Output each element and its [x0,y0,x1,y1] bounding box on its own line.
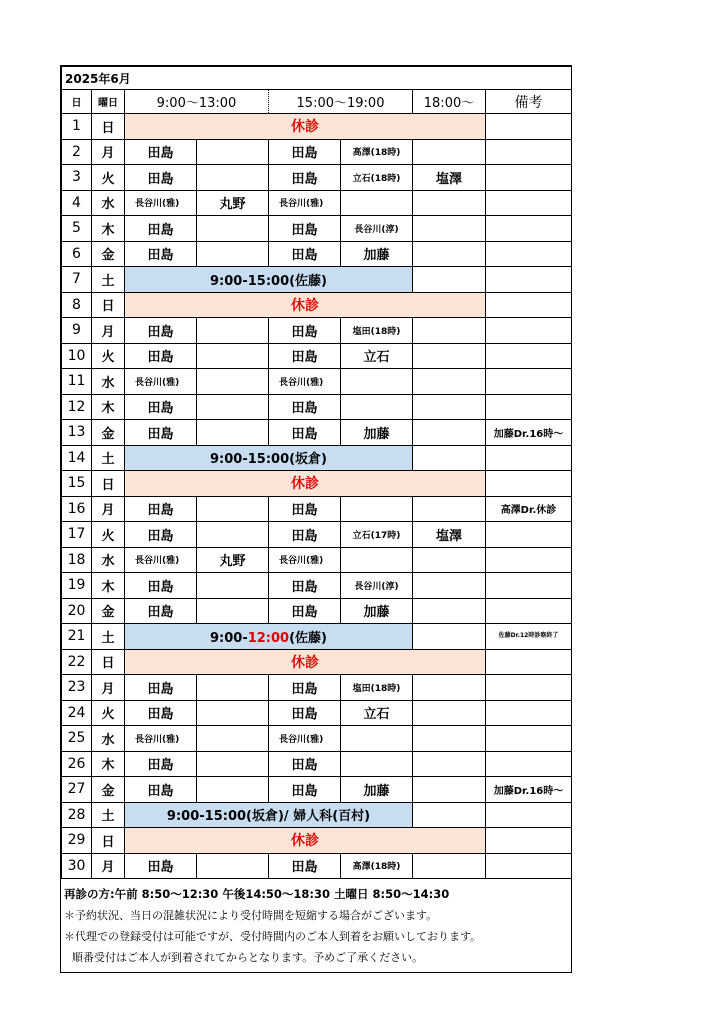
header-morning: 9:00〜13:00 [125,90,269,114]
afternoon-doctor-1: 田島 [269,139,341,165]
day-number: 19 [62,573,92,599]
afternoon-doctor-1: 田島 [269,700,341,726]
morning-doctor-1: 長谷川(雅) [125,369,197,395]
afternoon-doctor-2: 長谷川(淳) [341,216,413,242]
saturday-hours [125,624,413,650]
day-number: 10 [62,343,92,369]
morning-doctor-2 [197,726,269,752]
afternoon-doctor-2 [341,394,413,420]
evening-doctor [413,547,486,573]
day-number: 14 [62,445,92,471]
weekday: 月 [92,675,125,701]
day-number: 26 [62,751,92,777]
morning-doctor-2: 丸野 [197,190,269,216]
afternoon-doctor-2 [341,751,413,777]
afternoon-doctor-1: 田島 [269,496,341,522]
remarks-cell [486,343,572,369]
afternoon-doctor-1: 長谷川(雅) [269,369,341,395]
note-line: ＊予約状況、当日の混雑状況により受付時間を短縮する場合がございます。 [64,909,438,922]
schedule-row [62,853,572,879]
evening-doctor [413,853,486,879]
weekday: 火 [92,522,125,548]
schedule-row [62,165,572,191]
day-number: 8 [62,292,92,318]
evening-doctor [413,420,486,446]
morning-doctor-1: 田島 [125,139,197,165]
weekday: 木 [92,394,125,420]
note-line: 順番受付はご本人が到着されてからとなります。予めご了承ください。 [72,951,424,964]
evening-doctor [413,700,486,726]
schedule-row [62,292,572,318]
day-number: 25 [62,726,92,752]
morning-doctor-2 [197,318,269,344]
remarks-cell [486,394,572,420]
morning-doctor-2 [197,369,269,395]
morning-doctor-1: 田島 [125,777,197,803]
afternoon-doctor-2 [341,496,413,522]
afternoon-doctor-1: 田島 [269,573,341,599]
evening-doctor [413,573,486,599]
morning-doctor-1: 田島 [125,853,197,879]
afternoon-doctor-2 [341,726,413,752]
morning-doctor-1: 田島 [125,496,197,522]
schedule-row [62,343,572,369]
day-number: 4 [62,190,92,216]
morning-doctor-1: 田島 [125,216,197,242]
remarks-cell [486,573,572,599]
closed-label: 休診 [125,292,486,318]
remarks-cell [486,853,572,879]
weekday: 土 [92,445,125,471]
schedule-row [62,726,572,752]
afternoon-doctor-2 [341,190,413,216]
saturday-hours: 9:00-15:00(佐藤) [125,267,413,293]
schedule-row [62,190,572,216]
remarks-cell [486,700,572,726]
afternoon-doctor-2: 塩田(18時) [341,318,413,344]
remarks-cell [486,445,572,471]
closed-label: 休診 [125,471,486,497]
evening-doctor [413,598,486,624]
remarks-cell [486,471,572,497]
afternoon-doctor-1: 田島 [269,165,341,191]
afternoon-doctor-1: 長谷川(雅) [269,726,341,752]
weekday: 水 [92,190,125,216]
evening-doctor [413,216,486,242]
afternoon-doctor-1: 田島 [269,777,341,803]
remarks-cell [486,802,572,828]
remarks-cell [486,318,572,344]
morning-doctor-1: 田島 [125,420,197,446]
morning-doctor-2 [197,598,269,624]
day-number: 5 [62,216,92,242]
remarks-cell [486,828,572,854]
morning-doctor-2 [197,573,269,599]
notes [61,879,571,972]
schedule-row [62,267,572,293]
afternoon-doctor-1: 田島 [269,343,341,369]
day-number: 12 [62,394,92,420]
evening-doctor [413,802,486,828]
remarks-cell [486,522,572,548]
morning-doctor-1: 田島 [125,318,197,344]
weekday: 金 [92,777,125,803]
remarks-cell [486,292,572,318]
morning-doctor-2 [197,700,269,726]
morning-doctor-2 [197,241,269,267]
schedule-row [62,471,572,497]
evening-doctor [413,369,486,395]
evening-doctor [413,394,486,420]
evening-doctor [413,241,486,267]
evening-doctor [413,343,486,369]
day-number: 27 [62,777,92,803]
afternoon-doctor-2: 塩田(18時) [341,675,413,701]
morning-doctor-2 [197,420,269,446]
schedule-row [62,802,572,828]
weekday: 木 [92,573,125,599]
afternoon-doctor-1: 田島 [269,420,341,446]
afternoon-doctor-1: 田島 [269,598,341,624]
morning-doctor-1: 田島 [125,343,197,369]
saturday-hours-part: (佐藤) [289,630,327,646]
saturday-hours: 9:00-15:00(坂倉) [125,445,413,471]
day-number: 11 [62,369,92,395]
weekday: 水 [92,726,125,752]
afternoon-doctor-1: 田島 [269,241,341,267]
afternoon-doctor-2: 加藤 [341,241,413,267]
morning-doctor-2: 丸野 [197,547,269,573]
remarks-cell [486,267,572,293]
morning-doctor-2 [197,751,269,777]
morning-doctor-1: 長谷川(雅) [125,547,197,573]
day-number: 23 [62,675,92,701]
afternoon-doctor-1: 田島 [269,318,341,344]
remarks-cell [486,675,572,701]
day-number: 7 [62,267,92,293]
afternoon-doctor-1: 長谷川(雅) [269,547,341,573]
header-remarks: 備考 [486,90,572,114]
remarks-cell [486,369,572,395]
schedule-table [61,66,572,879]
morning-doctor-1: 田島 [125,700,197,726]
afternoon-doctor-2: 高澤(18時) [341,139,413,165]
schedule-row [62,420,572,446]
day-number: 1 [62,114,92,140]
day-number: 30 [62,853,92,879]
schedule-row [62,369,572,395]
schedule-row [62,522,572,548]
morning-doctor-2 [197,496,269,522]
afternoon-doctor-1: 長谷川(雅) [269,190,341,216]
remarks-cell [486,165,572,191]
weekday: 月 [92,139,125,165]
evening-doctor: 塩澤 [413,522,486,548]
remarks-cell: 加藤Dr.16時〜 [486,777,572,803]
month-title: 2025年6月 [62,67,572,90]
schedule-row [62,445,572,471]
morning-doctor-2 [197,343,269,369]
remarks-cell [486,216,572,242]
schedule-row [62,751,572,777]
morning-doctor-2 [197,139,269,165]
schedule-row [62,675,572,701]
day-number: 29 [62,828,92,854]
weekday: 土 [92,267,125,293]
schedule-row [62,777,572,803]
remarks-cell [486,114,572,140]
weekday: 木 [92,216,125,242]
evening-doctor [413,267,486,293]
note-line: 再診の方:午前 8:50〜12:30 午後14:50〜18:30 土曜日 8:50〜14:30 [64,887,450,901]
morning-doctor-1: 田島 [125,598,197,624]
schedule-row [62,624,572,650]
afternoon-doctor-2 [341,369,413,395]
evening-doctor [413,445,486,471]
weekday: 月 [92,853,125,879]
afternoon-doctor-2: 加藤 [341,420,413,446]
afternoon-doctor-1: 田島 [269,522,341,548]
weekday: 日 [92,114,125,140]
morning-doctor-1: 田島 [125,573,197,599]
schedule-row [62,139,572,165]
afternoon-doctor-2 [341,547,413,573]
schedule-row [62,547,572,573]
weekday: 金 [92,420,125,446]
afternoon-doctor-2: 加藤 [341,598,413,624]
schedule-row [62,241,572,267]
morning-doctor-2 [197,522,269,548]
afternoon-doctor-2: 長谷川(淳) [341,573,413,599]
header-weekday: 曜日 [92,90,125,114]
afternoon-doctor-1: 田島 [269,675,341,701]
evening-doctor [413,496,486,522]
morning-doctor-1: 田島 [125,675,197,701]
weekday: 金 [92,598,125,624]
saturday-hours: 9:00-15:00(坂倉)/ 婦人科(百村) [125,802,413,828]
morning-doctor-1: 田島 [125,165,197,191]
header-day: 日 [62,90,92,114]
remarks-cell [486,751,572,777]
day-number: 20 [62,598,92,624]
morning-doctor-2 [197,675,269,701]
saturday-hours-part: 12:00 [247,630,290,646]
weekday: 木 [92,751,125,777]
weekday: 月 [92,496,125,522]
day-number: 28 [62,802,92,828]
afternoon-doctor-2: 立石(17時) [341,522,413,548]
weekday: 月 [92,318,125,344]
remarks-cell [486,139,572,165]
evening-doctor [413,624,486,650]
closed-label: 休診 [125,114,486,140]
day-number: 16 [62,496,92,522]
weekday: 土 [92,802,125,828]
morning-doctor-1: 田島 [125,751,197,777]
evening-doctor [413,318,486,344]
schedule-row [62,598,572,624]
schedule-row [62,649,572,675]
day-number: 3 [62,165,92,191]
saturday-hours-part: 9:00- [209,630,248,646]
weekday: 日 [92,471,125,497]
afternoon-doctor-1: 田島 [269,751,341,777]
weekday: 火 [92,700,125,726]
day-number: 13 [62,420,92,446]
morning-doctor-1: 田島 [125,241,197,267]
remarks-cell [486,649,572,675]
day-number: 15 [62,471,92,497]
afternoon-doctor-2: 高澤(18時) [341,853,413,879]
morning-doctor-2 [197,165,269,191]
weekday: 水 [92,547,125,573]
afternoon-doctor-2: 加藤 [341,777,413,803]
afternoon-doctor-2: 立石 [341,343,413,369]
remarks-cell: 佐藤Dr.12時診察終了 [486,624,572,650]
morning-doctor-1: 田島 [125,522,197,548]
weekday: 水 [92,369,125,395]
closed-label: 休診 [125,649,486,675]
weekday: 日 [92,292,125,318]
day-number: 24 [62,700,92,726]
weekday: 火 [92,343,125,369]
weekday: 土 [92,624,125,650]
schedule-row [62,394,572,420]
morning-doctor-2 [197,216,269,242]
evening-doctor [413,139,486,165]
note-line: ＊代理での登録受付は可能ですが、受付時間内のご本人到着をお願いしております。 [64,930,482,943]
weekday: 火 [92,165,125,191]
schedule-row [62,700,572,726]
evening-doctor [413,726,486,752]
morning-doctor-1: 長谷川(雅) [125,726,197,752]
afternoon-doctor-2: 立石(18時) [341,165,413,191]
schedule-row [62,828,572,854]
morning-doctor-2 [197,394,269,420]
header-afternoon: 15:00〜19:00 [269,90,413,114]
closed-label: 休診 [125,828,486,854]
remarks-cell [486,547,572,573]
remarks-cell: 高澤Dr.休診 [486,496,572,522]
weekday: 金 [92,241,125,267]
day-number: 17 [62,522,92,548]
remarks-cell [486,726,572,752]
evening-doctor [413,675,486,701]
evening-doctor [413,751,486,777]
header-evening: 18:00〜 [413,90,486,114]
remarks-cell [486,190,572,216]
afternoon-doctor-1: 田島 [269,394,341,420]
day-number: 22 [62,649,92,675]
day-number: 21 [62,624,92,650]
schedule-row [62,216,572,242]
schedule-sheet [60,65,572,973]
afternoon-doctor-1: 田島 [269,853,341,879]
morning-doctor-2 [197,853,269,879]
schedule-row [62,496,572,522]
remarks-cell: 加藤Dr.16時〜 [486,420,572,446]
day-number: 9 [62,318,92,344]
morning-doctor-2 [197,777,269,803]
afternoon-doctor-2: 立石 [341,700,413,726]
weekday: 日 [92,649,125,675]
schedule-row [62,114,572,140]
morning-doctor-1: 田島 [125,394,197,420]
day-number: 2 [62,139,92,165]
schedule-row [62,573,572,599]
evening-doctor [413,190,486,216]
evening-doctor: 塩澤 [413,165,486,191]
day-number: 18 [62,547,92,573]
weekday: 日 [92,828,125,854]
day-number: 6 [62,241,92,267]
afternoon-doctor-1: 田島 [269,216,341,242]
remarks-cell [486,598,572,624]
morning-doctor-1: 長谷川(雅) [125,190,197,216]
remarks-cell [486,241,572,267]
schedule-row [62,318,572,344]
evening-doctor [413,777,486,803]
